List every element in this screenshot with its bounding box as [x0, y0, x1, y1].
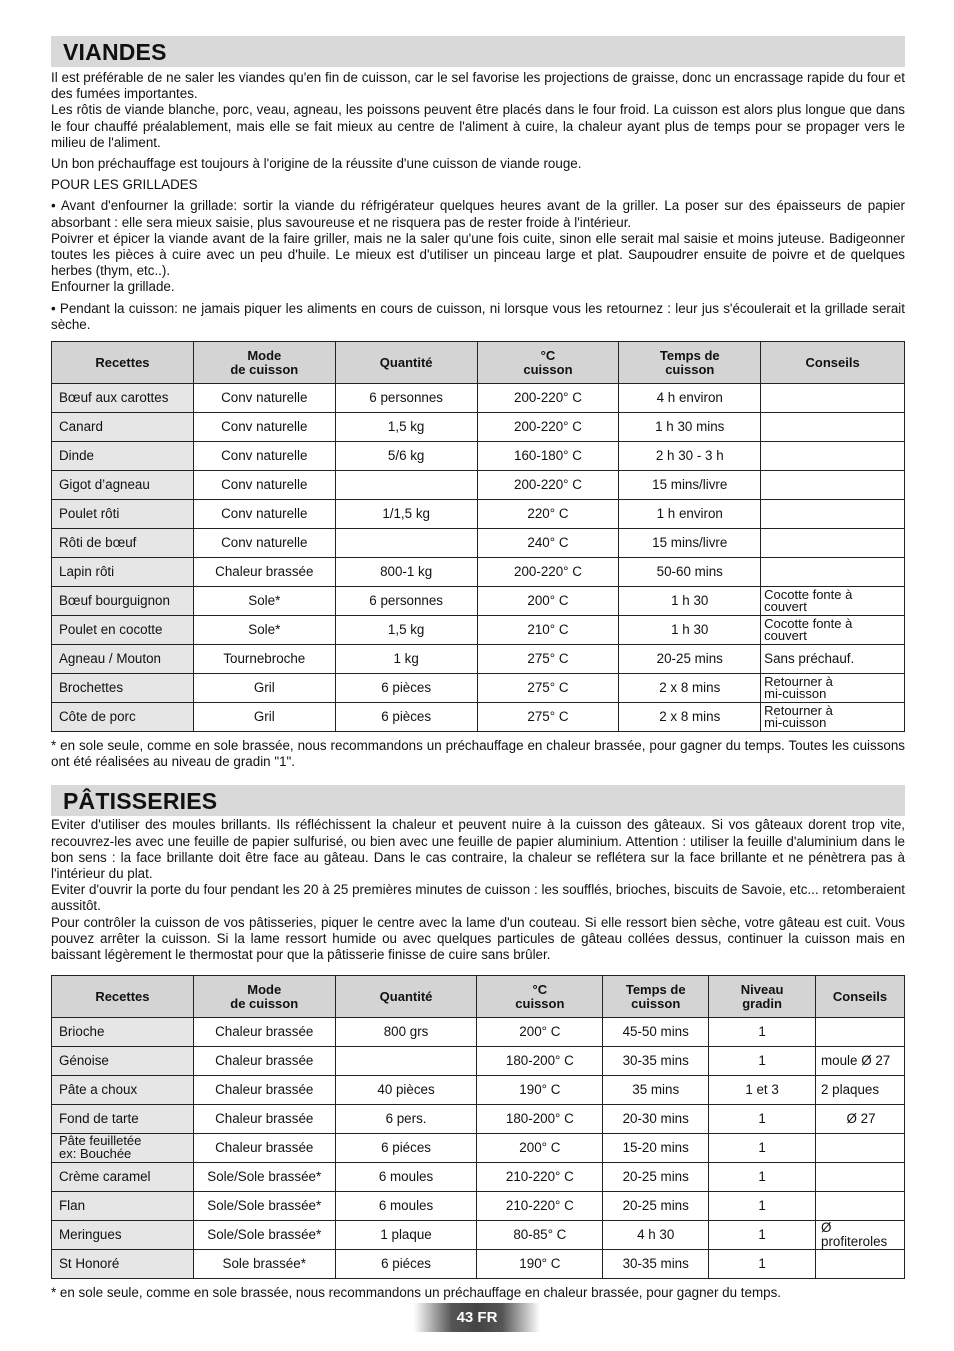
table-row [52, 413, 905, 442]
viandes-cell: 1,5 kg [335, 413, 477, 442]
table-row [52, 1076, 905, 1105]
patisseries-cell: 180-200° C [477, 1047, 603, 1076]
section-title-patisseries: PÂTISSERIES [63, 788, 218, 815]
viandes-cell: 275° C [477, 674, 619, 703]
viandes-cell: 210° C [477, 616, 619, 645]
patisseries-cell: Chaleur brassée [193, 1047, 335, 1076]
patisseries-cell: 800 grs [335, 1018, 477, 1047]
table-row [52, 1018, 905, 1047]
table-row [52, 1047, 905, 1076]
patisseries-paragraph-1: Eviter d'utiliser des moules brillants. Ils réfléchissent la chaleur et peuvent nuire à la cuisson des gâteaux. Si vos gâteaux dorent trop vite, recouvrez-les avec une feuille de papier sulfurisé, ou bien avec une feuille de papier aluminium. Attention : utiliser la feuille d'aluminium dans le bon sens : la face brillante doit être face au gâteau. Dans le cas contraire, la chaleur se reflétera sur la face brillante et ne pénètrera pas à l'intérieur du plat. [51, 817, 905, 882]
patisseries-cell: Pâte a choux [52, 1076, 194, 1105]
viandes-paragraph-3: Un bon préchauffage est toujours à l'origine de la réussite d'une cuisson de viande rouge. [51, 156, 582, 172]
viandes-cell: 1/1,5 kg [335, 500, 477, 529]
table-row [52, 703, 905, 732]
viandes-paragraph-7: Enfourner la grillade. [51, 279, 175, 295]
patisseries-cell: Ø 27 [816, 1105, 905, 1134]
patisseries-cell: Chaleur brassée [193, 1105, 335, 1134]
table-row [52, 529, 905, 558]
table-row [52, 674, 905, 703]
viandes-cell: 6 pièces [335, 674, 477, 703]
viandes-paragraph-6: Poivrer et épicer la viande avant de la faire griller, mais ne la saler qu'une fois cuite, sinon elle serait mal saisie et moins juteuse. Badigeonner toutes les pièces à cuire avec un peu d'huile. Le mieux est d'utiliser un pinceau large et plat. Saupoudrer ensuite de poivre et de quelques herbes (thym, etc..). [51, 230, 905, 279]
patisseries-cell: 6 pers. [335, 1105, 477, 1134]
viandes-cell: Tournebroche [193, 645, 335, 674]
patisseries-cell: moule Ø 27 [816, 1047, 905, 1076]
patisseries-cell: Sole brassée* [193, 1250, 335, 1279]
viandes-cell: 6 pièces [335, 703, 477, 732]
viandes-cell: Gril [193, 703, 335, 732]
viandes-header-cell: Mode de cuisson [193, 342, 335, 384]
viandes-footnote: * en sole seule, comme en sole brassée, nous recommandons un préchauffage en chaleur brassée, pour gagner du temps. Toutes les cuissons ont été réalisées au niveau de gradin "1". [51, 738, 905, 770]
patisseries-cell: 1 plaque [335, 1221, 477, 1250]
viandes-cell: 1 h 30 [619, 587, 761, 616]
viandes-cell: 1 kg [335, 645, 477, 674]
viandes-cell [761, 384, 905, 413]
viandes-cell: Chaleur brassée [193, 558, 335, 587]
patisseries-cell: Sole/Sole brassée* [193, 1221, 335, 1250]
patisseries-cell: 1 [709, 1221, 816, 1250]
patisseries-cell: 190° C [477, 1076, 603, 1105]
viandes-paragraph-2: Les rôtis de viande blanche, porc, veau, agneau, les poissons peuvent être placés dans le four froid. La cuisson est alors plus longue que dans le four chauffé préalablement, mais elle se fait mieux au centre de l'aliment à cuire, la chaleur ayant plus de temps pour se propager vers le milieu de l'aliment. [51, 102, 905, 150]
patisseries-cell: 30-35 mins [603, 1250, 709, 1279]
viandes-cell [761, 500, 905, 529]
viandes-cell: 1 h environ [619, 500, 761, 529]
patisseries-cell: Flan [52, 1192, 194, 1221]
viandes-header-cell: Recettes [52, 342, 194, 384]
viandes-cell: 6 personnes [335, 587, 477, 616]
viandes-cell: Brochettes [52, 674, 194, 703]
viandes-cell: Bœuf bourguignon [52, 587, 194, 616]
patisseries-cell: 20-25 mins [603, 1163, 709, 1192]
viandes-cell: Lapin rôti [52, 558, 194, 587]
table-row [52, 384, 905, 413]
patisseries-header-cell: Niveau gradin [709, 976, 816, 1018]
patisseries-cell: 15-20 mins [603, 1134, 709, 1163]
viandes-cell: Cocotte fonte à couvert [761, 587, 905, 616]
viandes-cell: Conv naturelle [193, 413, 335, 442]
viandes-cell: 2 x 8 mins [619, 674, 761, 703]
patisseries-cell: Sole/Sole brassée* [193, 1192, 335, 1221]
viandes-cell: 240° C [477, 529, 619, 558]
patisseries-cell [816, 1018, 905, 1047]
viandes-cell: 200-220° C [477, 558, 619, 587]
viandes-cell: Poulet rôti [52, 500, 194, 529]
patisseries-cell: 2 plaques [816, 1076, 905, 1105]
viandes-cell [761, 442, 905, 471]
viandes-cell: Conv naturelle [193, 529, 335, 558]
viandes-cell: 2 x 8 mins [619, 703, 761, 732]
viandes-header-cell: Quantité [335, 342, 477, 384]
viandes-paragraph-1: Il est préférable de ne saler les viandes qu'en fin de cuisson, car le sel favorise les projections de graisse, donc un encrassage rapide du four et des fumées importantes. [51, 70, 905, 102]
patisseries-cell: 1 [709, 1018, 816, 1047]
patisseries-cell: 1 [709, 1163, 816, 1192]
table-row [52, 1163, 905, 1192]
patisseries-cell: 200° C [477, 1018, 603, 1047]
patisseries-cell: 200° C [477, 1134, 603, 1163]
viandes-cell: Côte de porc [52, 703, 194, 732]
patisseries-cell: 6 moules [335, 1163, 477, 1192]
table-row [52, 1221, 905, 1250]
viandes-cell [335, 471, 477, 500]
patisseries-header-cell: Conseils [816, 976, 905, 1018]
patisseries-paragraph-3: Pour contrôler la cuisson de vos pâtisseries, piquer le centre avec la lame d'un couteau. Si elle ressort bien sèche, votre gâteau est cuit. Vous pouvez arrêter la cuisson. Si la lame ressort humide ou avec quelques particules de gâteau collées dessus, continuer la cuisson mais en baissant légèrement le thermostat pour que la pâtisserie finisse de cuire sans brûler. [51, 914, 905, 963]
viandes-cell: 275° C [477, 645, 619, 674]
viandes-cell: 200-220° C [477, 413, 619, 442]
patisseries-header-cell: Temps de cuisson [603, 976, 709, 1018]
viandes-cell: Conv naturelle [193, 500, 335, 529]
page-number: 43 FR [456, 1309, 498, 1326]
patisseries-cell: St Honoré [52, 1250, 194, 1279]
viandes-paragraph-4: POUR LES GRILLADES [51, 177, 198, 193]
viandes-cell: 1 h 30 [619, 616, 761, 645]
patisseries-cell [335, 1047, 477, 1076]
viandes-cell: Poulet en cocotte [52, 616, 194, 645]
patisseries-cell [816, 1250, 905, 1279]
section-header-viandes [51, 36, 905, 67]
patisseries-cell: Pâte feuilletée ex: Bouchée [52, 1134, 194, 1163]
patisseries-cell: 4 h 30 [603, 1221, 709, 1250]
patisseries-cell [816, 1192, 905, 1221]
viandes-cell: 275° C [477, 703, 619, 732]
table-row [52, 1134, 905, 1163]
viandes-cell: 20-25 mins [619, 645, 761, 674]
patisseries-cell: 1 et 3 [709, 1076, 816, 1105]
viandes-cell: 1,5 kg [335, 616, 477, 645]
patisseries-cell: Chaleur brassée [193, 1076, 335, 1105]
patisseries-cell: Chaleur brassée [193, 1018, 335, 1047]
patisseries-cell: 190° C [477, 1250, 603, 1279]
patisseries-cell: 6 piéces [335, 1134, 477, 1163]
viandes-cell: 1 h 30 mins [619, 413, 761, 442]
section-title-viandes: VIANDES [63, 39, 167, 65]
table-row [52, 587, 905, 616]
patisseries-cell: Sole/Sole brassée* [193, 1163, 335, 1192]
viandes-cell: Dinde [52, 442, 194, 471]
patisseries-cell: 1 [709, 1134, 816, 1163]
viandes-cell: 6 personnes [335, 384, 477, 413]
table-row [52, 1105, 905, 1134]
patisseries-cell: 1 [709, 1047, 816, 1076]
viandes-cell: Agneau / Mouton [52, 645, 194, 674]
viandes-cell: 800-1 kg [335, 558, 477, 587]
viandes-cell: Gigot d’agneau [52, 471, 194, 500]
viandes-cell: 15 mins/livre [619, 529, 761, 558]
viandes-cell [761, 471, 905, 500]
viandes-cell: Cocotte fonte à couvert [761, 616, 905, 645]
patisseries-cell: Chaleur brassée [193, 1134, 335, 1163]
viandes-cell [761, 529, 905, 558]
patisseries-cell: Fond de tarte [52, 1105, 194, 1134]
patisseries-footnote: * en sole seule, comme en sole brassée, nous recommandons un préchauffage en chaleur brassée, pour gagner du temps. [51, 1285, 781, 1301]
table-row [52, 645, 905, 674]
page [51, 36, 905, 1301]
patisseries-header-cell: Mode de cuisson [193, 976, 335, 1018]
table-row [52, 558, 905, 587]
viandes-cell [335, 529, 477, 558]
viandes-cell: Rôti de bœuf [52, 529, 194, 558]
table-row [52, 500, 905, 529]
section-header-patisseries [51, 785, 905, 816]
table-row [52, 616, 905, 645]
viandes-cell: 5/6 kg [335, 442, 477, 471]
patisseries-cell: 45-50 mins [603, 1018, 709, 1047]
viandes-table [51, 341, 905, 732]
table-row [52, 442, 905, 471]
patisseries-cell: 20-25 mins [603, 1192, 709, 1221]
viandes-cell: Conv naturelle [193, 384, 335, 413]
viandes-cell: 2 h 30 - 3 h [619, 442, 761, 471]
viandes-cell: 15 mins/livre [619, 471, 761, 500]
patisseries-cell: 1 [709, 1105, 816, 1134]
patisseries-cell: 180-200° C [477, 1105, 603, 1134]
page-number-badge [414, 1303, 540, 1332]
patisseries-table [51, 975, 905, 1279]
viandes-cell: 200-220° C [477, 471, 619, 500]
patisseries-cell [816, 1163, 905, 1192]
patisseries-cell: 20-30 mins [603, 1105, 709, 1134]
viandes-paragraph-5: • Avant d'enfourner la grillade: sortir la viande du réfrigérateur quelques heures avant de la griller. La poser sur des épaisseurs de papier absorbant : elle sera mieux saisie, plus savoureuse et ne risquera pas de rester froide à l'intérieur. [51, 198, 905, 230]
patisseries-paragraph-2: Eviter d'ouvrir la porte du four pendant les 20 à 25 premières minutes de cuisson : les soufflés, brioches, biscuits de Savoie, etc... retomberaient aussitôt. [51, 882, 905, 914]
viandes-cell [761, 413, 905, 442]
viandes-cell: 220° C [477, 500, 619, 529]
patisseries-cell [816, 1134, 905, 1163]
viandes-header-cell: Temps de cuisson [619, 342, 761, 384]
patisseries-header-cell: Recettes [52, 976, 194, 1018]
viandes-cell: Gril [193, 674, 335, 703]
patisseries-cell: 40 pièces [335, 1076, 477, 1105]
viandes-cell: Bœuf aux carottes [52, 384, 194, 413]
patisseries-cell: 210-220° C [477, 1192, 603, 1221]
viandes-cell [761, 558, 905, 587]
patisseries-header-cell: Quantité [335, 976, 477, 1018]
patisseries-header-cell: °C cuisson [477, 976, 603, 1018]
viandes-cell: Sans préchauf. [761, 645, 905, 674]
viandes-cell: Canard [52, 413, 194, 442]
patisseries-cell: 1 [709, 1192, 816, 1221]
viandes-cell: Sole* [193, 616, 335, 645]
patisseries-cell: 80-85° C [477, 1221, 603, 1250]
patisseries-cell: Ø profiteroles [816, 1221, 905, 1250]
patisseries-cell: 6 moules [335, 1192, 477, 1221]
viandes-cell: 200° C [477, 587, 619, 616]
patisseries-cell: 35 mins [603, 1076, 709, 1105]
patisseries-cell: 6 piéces [335, 1250, 477, 1279]
patisseries-cell: 30-35 mins [603, 1047, 709, 1076]
patisseries-cell: Crème caramel [52, 1163, 194, 1192]
table-row [52, 1250, 905, 1279]
patisseries-cell: Génoise [52, 1047, 194, 1076]
viandes-cell: 200-220° C [477, 384, 619, 413]
patisseries-cell: 210-220° C [477, 1163, 603, 1192]
patisseries-cell: Meringues [52, 1221, 194, 1250]
table-row [52, 1192, 905, 1221]
viandes-header-cell: °C cuisson [477, 342, 619, 384]
patisseries-cell: Brioche [52, 1018, 194, 1047]
viandes-cell: Conv naturelle [193, 442, 335, 471]
table-row [52, 471, 905, 500]
viandes-cell: Sole* [193, 587, 335, 616]
viandes-cell: 4 h environ [619, 384, 761, 413]
viandes-cell: 160-180° C [477, 442, 619, 471]
viandes-paragraph-8: • Pendant la cuisson: ne jamais piquer les aliments en cours de cuisson, ni lorsque vous les retournez : leur jus s'écoulerait et la grillade serait sèche. [51, 300, 905, 332]
viandes-header-cell: Conseils [761, 342, 905, 384]
patisseries-cell: 1 [709, 1250, 816, 1279]
viandes-cell: Retourner à mi-cuisson [761, 674, 905, 703]
viandes-cell: 50-60 mins [619, 558, 761, 587]
viandes-cell: Retourner à mi-cuisson [761, 703, 905, 732]
viandes-cell: Conv naturelle [193, 471, 335, 500]
